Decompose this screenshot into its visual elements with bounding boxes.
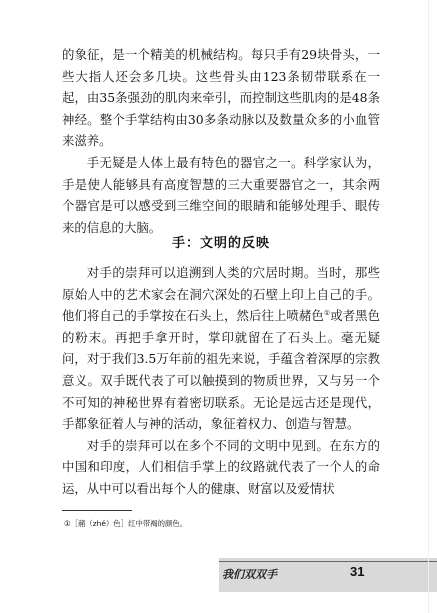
footer-rule bbox=[219, 561, 437, 562]
paragraph-hand-organ: 手无疑是人体上最有特色的器官之一。科学家认为，手是使人能够具有高度智慧的三大重要器官之一，其余两个器官是可以感受到三维空间的眼睛和能够处理手、眼传来的信息的大脑。 bbox=[62, 154, 380, 235]
page-number: 31 bbox=[350, 564, 365, 579]
paragraph-cave-era bbox=[62, 262, 380, 435]
footnote: ①［赭（zhě）色］红中带褐的颜色。 bbox=[64, 519, 188, 528]
footnote-divider bbox=[62, 510, 132, 511]
section-heading: 手：文明的反映 bbox=[171, 236, 270, 251]
footnote-reference[interactable]: ① bbox=[323, 309, 331, 318]
body-text-top bbox=[62, 44, 380, 238]
paragraph-cave-era-part2: 或者黑色的粉末。再把手拿开时，掌印就留在了石头上。毫无疑问，对于我们3.5万年前的祖先来说，手蕴含着深厚的宗教意义。双手既代表了可以触摸到的物质世界，又与另一个不可知的神秘世界有着密切联系。无论是远古还是现代，手都象征着人与神的活动，象征着权力、创造与智慧。 bbox=[62, 308, 380, 432]
page-edge bbox=[428, 0, 437, 613]
paragraph-continued: 的象征，是一个精美的机械结构。每只手有29块骨头，一些大指人还会多几块。这些骨头由123条韧带联系在一起，由35条强劲的肌肉来牵引，而控制这些肌肉的是48条神经。整个手掌结构由30多条动脉以及数量众多的小血管来滋养。 bbox=[62, 47, 380, 149]
body-text-bottom bbox=[62, 262, 380, 500]
paragraph-civilizations: 对手的崇拜可以在多个不同的文明中见到。在东方的中国和印度，人们相信手掌上的纹路就代表了一个人的命运，从中可以看出每个人的健康、财富以及爱情状 bbox=[62, 437, 380, 496]
running-footer-title: 我们双双手 bbox=[222, 568, 277, 581]
paragraph-cave-era-part1: 对手的崇拜可以追溯到人类的穴居时期。当时，那些原始人中的艺术家会在洞穴深处的石壁上印上自己的手。他们将自己的手掌按在石头上，然后往上喷赭色 bbox=[62, 265, 380, 324]
